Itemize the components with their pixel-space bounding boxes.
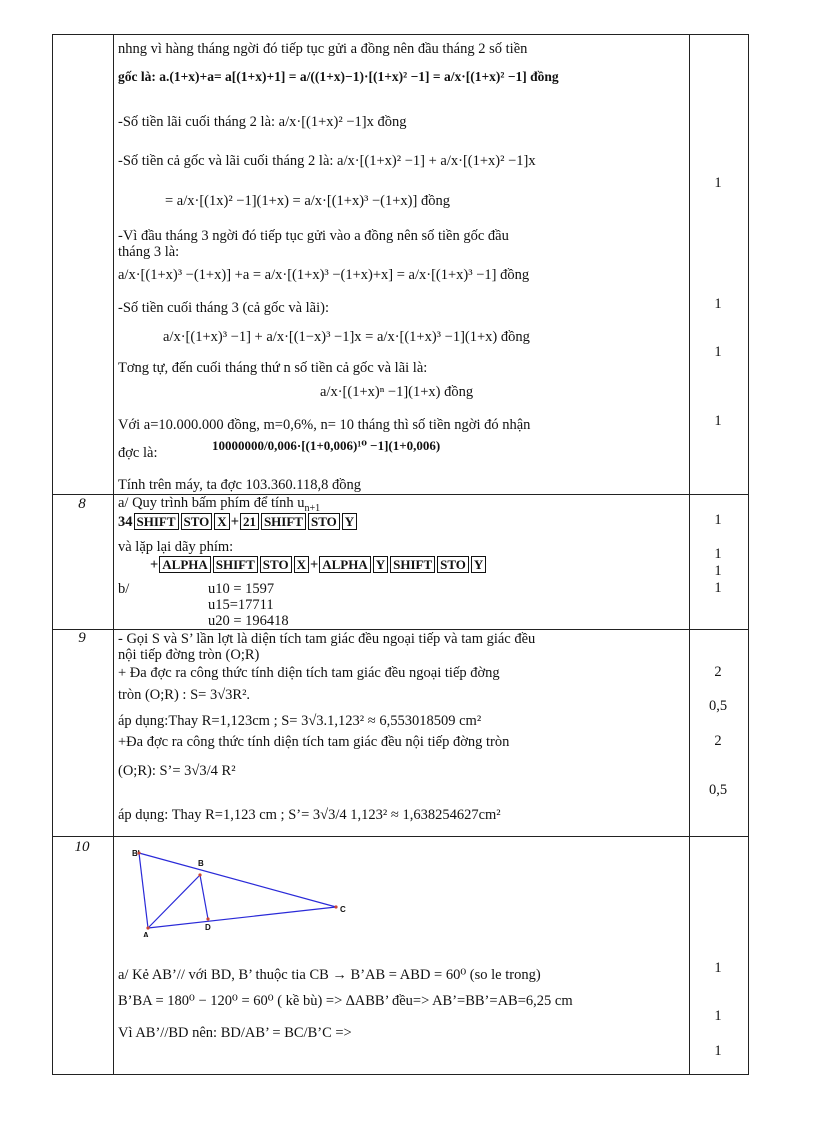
segment-bprime-a [139,853,148,928]
key-sequence-2 [150,556,487,574]
key-shift: SHIFT [134,513,179,530]
column-divider [113,35,114,1074]
formula-line: a/x·[(1+x)ⁿ −1](1+x) đồng [320,384,474,400]
text-line: -Vì đầu tháng 3 ngời đó tiếp tục gửi vào a đồng nên số tiền gốc đầu [118,228,509,244]
score: 0,5 [708,782,728,798]
label-b: b/ [118,581,130,597]
point-label: B [198,859,204,868]
text-line: +Đa đợc ra công thức tính diện tích tam giác đều nội tiếp đờng tròn [118,734,510,750]
text-line: Vì AB’//BD nên: BD/AB’ = BC/B’C => [118,1025,352,1041]
formula-line: a/x·[(1+x)³ −(1+x)] +a = a/x·[(1+x)³ −(1+x)+x] = a/x·[(1+x)³ −1] đồng [118,267,530,283]
formula-line: tròn (O;R) : S= 3√3R². [118,687,251,703]
text-line: nhng vì hàng tháng ngời đó tiếp tục gửi a đồng nên đầu tháng 2 số tiền [118,41,528,57]
key-plus: + [230,514,239,530]
key-plus: + [309,557,319,573]
result-line: u15=17711 [208,597,274,613]
result-line: u20 = 196418 [208,613,289,627]
segment-b-d [200,875,208,919]
question-number: 8 [78,496,86,512]
score: 1 [714,512,722,528]
score: 1 [714,580,722,596]
formula-line: áp dụng:Thay R=1,123cm ; S= 3√3.1,123² ≈ 6,553018509 cm² [118,713,482,729]
text-line: Tơng tự, đến cuối tháng thứ n số tiền cả gốc và lãi là: [118,360,428,376]
key-shift: SHIFT [261,513,306,530]
score: 1 [714,175,722,191]
segment-a-b [148,875,200,928]
key-digit: 21 [240,513,259,530]
score: 1 [714,413,722,429]
key-sto: STO [308,513,340,530]
formula-line: gốc là: a.(1+x)+a= a[(1+x)+1] = a/((1+x)−1)·[(1+x)² −1] = a/x·[(1+x)² −1] đồng [118,69,559,84]
formula-line: (O;R): S’= 3√3/4 R² [118,763,236,779]
score: 1 [714,1008,722,1024]
segment-a-c [148,907,336,928]
score: 1 [714,296,722,312]
key-y: Y [471,556,486,573]
text-line: nội tiếp đờng tròn (O;R) [118,647,260,663]
text-line: B’BA = 180⁰ − 120⁰ = 60⁰ ( kề bù) => ∆ABB’ đều=> AB’=BB’=AB=6,25 cm [118,993,573,1009]
key-x: X [214,513,229,530]
key-digit: 34 [118,514,133,530]
question-number: 9 [78,630,86,646]
result-line: u10 = 1597 [208,581,275,597]
key-alpha: ALPHA [319,556,371,573]
formula-line: a/x·[(1+x)³ −1] + a/x·[(1−x)³ −1]x = a/x·[(1+x)³ −1](1+x) đồng [163,329,530,345]
key-sto: STO [260,556,292,573]
key-plus: + [150,557,159,573]
score: 0,5 [708,698,728,714]
text-fragment: a/ Quy trình bấm phím để tính u [118,495,305,511]
key-sto: STO [437,556,469,573]
key-y: Y [373,556,388,573]
score: 1 [714,1043,722,1059]
text-line: - Gọi S và S’ lần lợt là diện tích tam giác đều ngoại tiếp và tam giác đều [118,631,536,647]
score: 1 [714,960,722,976]
formula-line: áp dụng: Thay R=1,123 cm ; S’= 3√3/4 1,123² ≈ 1,638254627cm² [118,807,501,823]
subscript: n+1 [304,502,321,514]
score: 1 [714,546,722,562]
formula-line: = a/x·[(1x)² −1](1+x) = a/x·[(1+x)³ −(1+x)] đồng [165,193,450,209]
formula-line: -Số tiền lãi cuối tháng 2 là: a/x·[(1+x)² −1]x đồng [118,114,407,130]
key-sto: STO [181,513,213,530]
score: 2 [714,733,722,749]
question-number: 10 [74,839,90,855]
key-y: Y [342,513,357,530]
formula-line: -Số tiền cả gốc và lãi cuối tháng 2 là: a/x·[(1+x)² −1] + a/x·[(1+x)² −1]x [118,153,536,169]
segment-bprime-c [139,853,336,907]
point-label: C [340,905,346,914]
formula-line: 10000000/0,006·[(1+0,006)¹⁰ −1](1+0,006) [212,438,441,453]
key-shift: SHIFT [213,556,258,573]
key-shift: SHIFT [390,556,435,573]
text-line: đợc là: [118,445,158,461]
text-line: + Đa đợc ra công thức tính diện tích tam giác đều ngoại tiếp đờng [118,665,500,681]
geometry-figure [118,842,368,937]
key-x: X [294,556,309,573]
point-label: B' [132,849,140,858]
point-label: A [143,931,149,937]
point-label: D [205,923,211,932]
text-line: và lặp lại dãy phím: [118,539,234,555]
score: 1 [714,563,722,579]
text-line: Với a=10.000.000 đồng, m=0,6%, n= 10 tháng thì số tiền ngời đó nhận [118,417,531,433]
score: 2 [714,664,722,680]
text-line: tháng 3 là: [118,244,180,260]
row-divider [53,836,748,837]
score: 1 [714,344,722,360]
key-alpha: ALPHA [159,556,211,573]
key-sequence-1 [118,513,358,531]
text-line: a/ Kẻ AB’// với BD, B’ thuộc tia CB → B’AB = ABD = 60⁰ (so le trong) [118,967,541,983]
text-line: -Số tiền cuối tháng 3 (cả gốc và lãi): [118,300,329,316]
text-line: Tính trên máy, ta đợc 103.360.118,8 đồng [118,477,361,492]
